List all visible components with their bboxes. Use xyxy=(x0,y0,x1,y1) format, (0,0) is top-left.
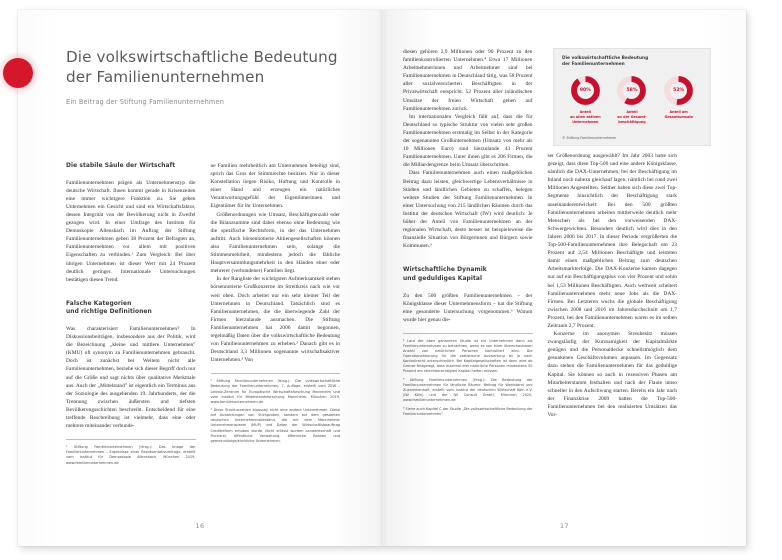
footnote-block xyxy=(211,373,341,444)
infographic-panel xyxy=(553,48,711,146)
donut-label-0 xyxy=(562,110,608,125)
donut-chart-2 xyxy=(656,75,702,120)
donut-chart-1 xyxy=(609,75,655,125)
folio-left: 16 xyxy=(195,522,205,530)
section-heading-line2: und geduldiges Kapital xyxy=(403,275,483,282)
donut-label-1-line3: beschäftigung xyxy=(618,120,646,125)
footnote: ² Stiftung Familienunternehmen (Hrsg.): Die volkswirtschaftliche Bedeutung der Familienunternehmen, 7. Auflage, erstellt vom ZEW – Leibniz-Zentrum für Europäische Wirtschaftsforschung Mannheim und vom Institut für Mittelstandsforschung Mannheim, München 2019, www.familienunternehmen.de xyxy=(210,379,340,404)
donut-value-0: 90% xyxy=(579,88,591,94)
folio-right: 17 xyxy=(560,522,569,530)
infographic-title xyxy=(562,56,702,68)
left-page-columns xyxy=(66,162,340,469)
title-block xyxy=(66,48,356,107)
section-heading-falsche-kategorien xyxy=(66,300,196,317)
paragraph: Dass Familienunternehmen auch einen maßgeblichen Beitrag dazu leisten, gleichwertige Lebensverhältnisse in Städten und ländlichen Gebieten zu schaffen, belegen weitere Studien der Stiftung Familienunternehmen. In einer Untersuchung von 215 ländlichen Räumen durch das Institut der deutschen Wirtschaft (IW) wird deutlich: Je höher der Anteil von Familienunternehmen an der regionalen Wirtschaft, desto besser ist beispielsweise die finanzielle Situation von Bürgerinnen und Bürgern sowie Kommunen.⁵ xyxy=(403,170,533,250)
donut-label-2-line1: Anteil am xyxy=(669,110,688,115)
page-title-line1: Die volkswirtschaftliche Bedeutung xyxy=(66,48,338,66)
red-accent-disc xyxy=(3,58,33,88)
donut-label-0-line2: an allen aktiven xyxy=(570,115,601,120)
donut-value-1: 58% xyxy=(626,88,638,94)
paragraph: Im internationalen Vergleich fällt auf, dass die für Deutschland so typische Struktur von vielen sehr großen Familienunternehmen erstmalig im Selbst in der Kategorie der sogenannten Großunternehmen (Umsatz von mehr als 10 Millionen Euro) sind hierzulande 43 Prozent Familienunternehmen. Unter ihnen gibt es 206 Firmen, die die Milliardengrenze beim Umsatz überschritten. xyxy=(403,113,533,169)
infographic-title-line2: der Familienunternehmen xyxy=(562,62,625,68)
paragraph: In der Rangliste der wichtigsten Aufmerksamkeit stehen börsennotierte Großkonzerne im Streitkreis nach wie vor weit oben. Doch arbeitet nur ein sehr kleiner Teil der Unternehmen in Deutschland. Tatsächlich sind es Familienunternehmen, die die überwiegende Zahl der Firmen hierzulande ausmachen. Die Stiftung Familienunternehmen hat 2006 damit begonnen, regelmäßig Daten über die volkswirtschaftliche Bedeutung von Familienunternehmen zu erheben.² Danach gibt es in Deutschland 3,3 Millionen sogenannte wirtschaftsaktiver Unternehmen.³ Von xyxy=(210,276,340,364)
donut-label-2-line2: Gesamtumsatz xyxy=(664,115,693,120)
page-title xyxy=(66,48,356,87)
paragraph: Zu den 500 größten Familienunternehmen – der Königsklasse dieser Unternehmensform – hat die Stiftung eine gesonderte Untersuchung vorgenommen.⁶ Warum wurde hier genau die- xyxy=(403,292,533,323)
donut-value-2: 52% xyxy=(673,88,685,94)
page-subtitle: Ein Beitrag der Stiftung Familienunternehmen xyxy=(66,98,225,106)
section-heading-line2: und richtige Definitionen xyxy=(66,309,152,316)
right-page xyxy=(382,10,746,546)
footnote: ³ Diese Strukturzahlen bioassay nicht eine andere Unternehmen. Diese auf Auswirkungen von Stichproben, sondern auf dem gesamten deutschen Unternehmensbestand, die mit dem Mannheimer Unternehmenspanel (MUP) und Daten der Wirtschaftlsbeauftrag Creditreform erhoben wurde. Nicht erfasst wurden Landwirtschaft und Fischerei, öffentliche Verwaltung, öffentliche Banken und gemeinnützige/kirchliche Unternehmen. xyxy=(210,408,340,443)
donut-label-1-line1: Anteil xyxy=(626,110,638,115)
paragraph: Konzerne im anonymen Streubesitz müssen zwangsläufig der Kurzsamigkeit der Kapitalmärkte genügen und die Personaldecke schnellstmöglich dem gesunkenen Geschäftsvolumen anpassen. Im Gegensatz dazu stehen die Familienunternehmen für das geduldige Kapital. Sie können so auch in rezessiven Phasen am Mitarbeiterstamm festhalten und nach der Flaute umso schneller in den Aufschwung starten. Bereits ein Jahr nach der Finanzkrise 2009 hatten die Top-500-Familienunternehmen bei den realisierten Umsätzen das Vor- xyxy=(547,331,677,418)
section-heading-wirtschaftliche-dynamik xyxy=(403,266,533,283)
paragraph: Familienunternehmen prägen als Unternehmenstyp die deutsche Wirtschaft. Ihnen kommt gerade in Krisenzeiten eine immer wichtigere Funktion zu. Sie geben Unternehmen ein Gesicht und sind ein Wirtschaftsfaktor, dessen Integrität von der Bevölkerung nicht in Zweifel gezogen wird. In einer Umfrage des Instituts für Demoskopie Allensbach im Auftrag der Stiftung Familienunternehmen geben 38 Prozent der Befragten an, Familienunternehmen vor allem mit positiven Eigenschaften zu verbinden.¹ Zum Vergleich: Bei über übrigen Unternehmen ist dieser Wert mit 24 Prozent deutlich geringer. Internationale Untersuchungen bestätigen diesen Trend. xyxy=(66,179,196,283)
donut-ring-1 xyxy=(616,75,647,106)
footnote-block xyxy=(66,439,196,465)
donut-chart-0 xyxy=(562,75,608,125)
left-column-1 xyxy=(66,162,196,469)
footnote: ⁶ Siehe auch Kapitel C der Studie „Die volkswirtschaftliche Bedeutung der Familienunternehmen". xyxy=(403,406,533,416)
footnote: ⁵ Stiftung Familienunternehmen (Hrsg.): Die Bedeutung der Familienunternehmen für ländliche Räume. Beitrag für Wohlstand und Zusammenhalt, erstellt vom Institut der deutschen Wirtschaft Köln e.V. (IW Köln) und der IW Consult GmbH, München 2020, www.familienunternehmen.de xyxy=(403,377,533,403)
paragraph: ser Größenordnung ausgewählt? Im Jahr 2003 hatte sich gezeigt, dass diese Top-500 und eine andere Königsklasse, nämlich die DAX-Unternehmen, bei der Beschäftigung im Inland noch nahezu gleichauf lagen, nämlich bei rund zwei Millionen Angestellten. Seither haben sich diese zwei Top-Segmente hinsichtlich der Beschäftigung stark auseinanderentwickelt: Bei den 500 größten Familienunternehmen arbeiten mittlerweile deutlich mehr Menschen als bei den vorweisenden DAX-Schwergewichten. Besonders deutlich wird dies in den Jahren 2006 bis 2017. In dieser Periode vergrößerten die Top-500-Familienunternehmen ihre Belegschaft um 23 Prozent auf 2,54 Millionen Beschäftigte und leisteten damit einen maßgeblichen Beitrag zum deutschen Arbeitsmarkterfolge. Die DAX-Konzerne kamen dagegen nur auf ein Beschäftigungsplus von vier Prozent und sohin bei 1,53 Millionen Beschäftigten. Auch weltweit scheitert Familienunternehmen mehr neue Jobs als die DAX-Firmen. Bei Letzteren wuchs die globale Beschäftigung zwischen 2008 und 2016 im Jahresdurchschnitt um 1,7 Prozent, bei den Familienunternehmen waren es im selben Zeitraum 2,7 Prozent. xyxy=(547,153,677,329)
footnote-block xyxy=(403,333,533,417)
red-semicircle-accent-icon xyxy=(18,58,48,88)
page-title-line2: der Familienunternehmen xyxy=(66,67,265,86)
donut-ring-2 xyxy=(663,75,694,106)
book-spread xyxy=(18,10,746,546)
donut-label-1-line2: an der Gesamt- xyxy=(617,115,647,120)
donut-chart-group xyxy=(562,75,702,125)
section-heading-line1: Wirtschaftliche Dynamik xyxy=(403,267,487,274)
section-heading-stabile-saeule: Die stabile Säule der Wirtschaft xyxy=(66,163,176,169)
donut-label-2 xyxy=(656,110,702,120)
footnote: ⁴ Laut der oben genannten Studie ist ein Unternehmen dann als Familienunternehmen zu betrachten, wenn es von einer überschaubaren Anzahl von natürlichen Personen kontrolliert wird. Die Operationalisierung für die statistische Auswertung ist je nach Kontrollrecht unterschiedlich. Bei Kapitalgesellschaften ist dann wird ab Grenze festgelegt, dass maximal drei natürliche Personen mindestens 50 Prozent am stimmberechtigten Kapital halten müssen. xyxy=(403,338,533,374)
donut-ring-0 xyxy=(570,75,601,106)
donut-label-1 xyxy=(609,110,655,125)
infographic-title-line1: Die volkswirtschaftliche Bedeutung xyxy=(562,56,649,61)
section-heading-line1: Falsche Kategorien xyxy=(66,300,132,307)
infographic-credit: © Stiftung Familienunternehmen xyxy=(562,136,617,140)
paragraph: Größenordnungen wie Umsatz, Beschäftigtenzahl oder die Bilanzsumme sind dabei ebenso ohne Bedeutung wie die spezifische Rechtsform, in der das Unternehmen auftritt. Auch börsennotierte Aktiengesellschaften können also Familienunternehmen sein, solange die Stimmenmehrheit, mindestens jedoch die fähliche Hauptversammlungsmehrheit in den Händen einer oder mehrerer (verbundener) Familien liegt. xyxy=(210,211,340,275)
donut-label-0-line1: Anteil xyxy=(579,110,591,115)
donut-label-0-line3: Unternehmen xyxy=(572,120,599,125)
paragraph: diesen gehören 2,9 Millionen oder 90 Prozent zu den familienkontrollierten Unternehmen.⁴ Etwa 17 Millionen Arbeitnehmerinnen und Arbeitnehmer sind bei Familienunternehmen in Deutschland tätig, was 58 Prozent aller sozialversicherten Beschäftigten in der Privatwirtschaft entspricht. 52 Prozent aller inländischen Umsätze der freien Wirtschaft gehen auf Familienunternehmen zurück. xyxy=(403,49,533,112)
left-column-2 xyxy=(211,162,341,469)
paragraph: Was charakterisiert Familienunternehmen? In Diskussionsbeiträgen, insbesondere aus der Politik, wird die Bezeichnung „kleine und mittlere Unternehmen" (KMU) oft synonym zu Familienunternehmen gebraucht. Doch ist zunächst bei Weitem nicht alle Familienunternehmen, beziehe sich dieser Begriff doch nur auf die Größe und sagt nichts über qualitative Merkmale aus. Auch der „Mittelstand" ist eigentlich ein Terminus aus der Soziologie des ausgehenden 19. Jahrhunderts, der die Trennung zwischen äußersten und tiefsten Bevölkerungsschichten beschreibt. Entscheidend für eine treffende Beschreibung ist vielmehr, dass eine oder mehrere miteinander verbunde- xyxy=(66,326,196,430)
right-column-1 xyxy=(403,48,533,420)
left-page xyxy=(18,10,382,546)
footnote: ¹ Stiftung Familienunternehmen (Hrsg.): Das Image der Familienunternehmen – Ergebnisse einer Repräsentativumfrage, erstellt vom Institut für Demoskopie Allensbach, München 2019, www.familienunternehmen.de xyxy=(66,445,196,465)
paragraph: ne Familien mehrheitlich am Unternehmen beteiligt sind, sprich das Gros der Stimmrechte besitzen. Nur in dieser Konstellation liegen Risiko, Haftung und Kontrolle in einer Hand und erzeugen ein natürliches Verantwortungsgefühl der Eigentümerinnen und Eigentümer für ihr Unternehmen. xyxy=(210,163,340,210)
